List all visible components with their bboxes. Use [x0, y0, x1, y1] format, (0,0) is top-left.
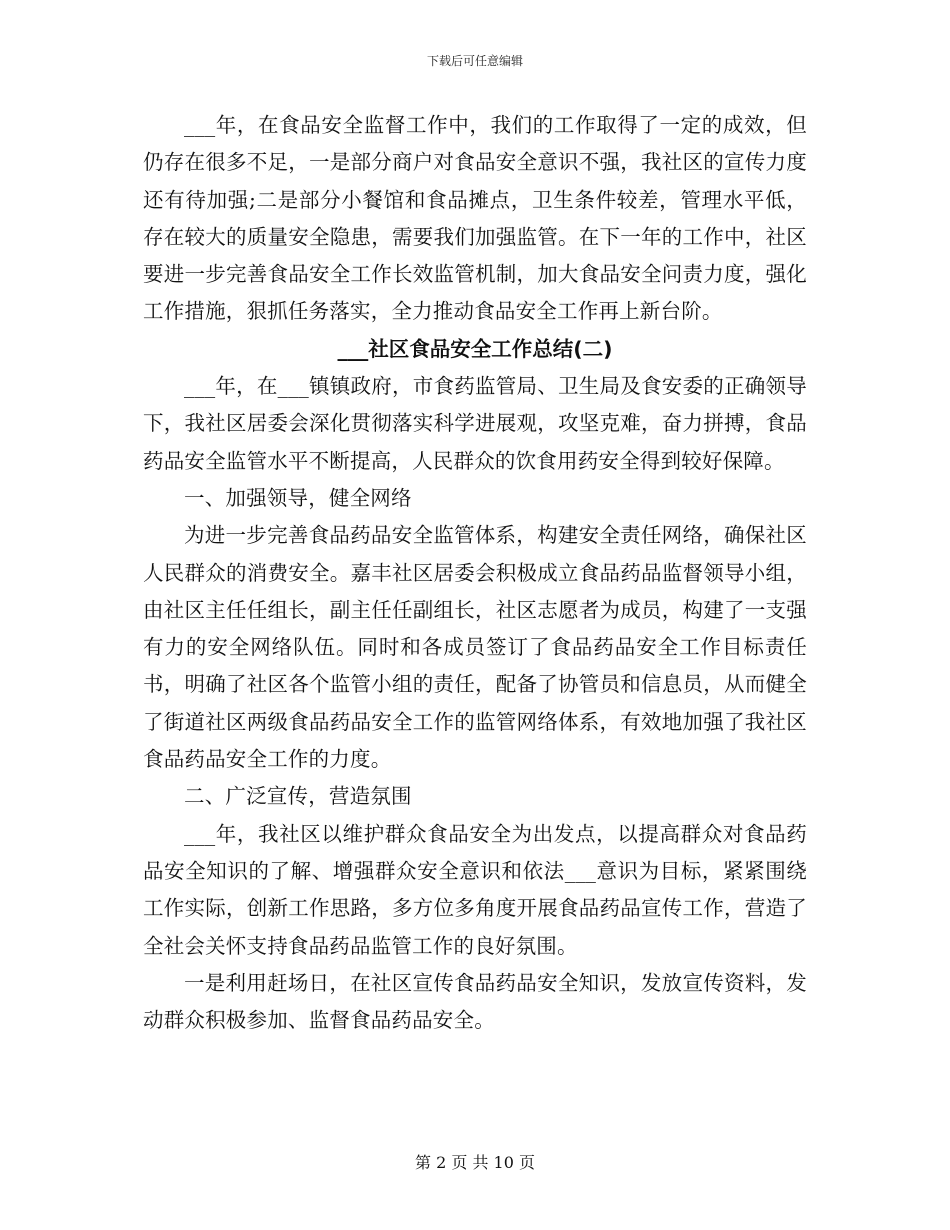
paragraph-intro: ___年，在___镇镇政府，市食药监管局、卫生局及食安委的正确领导下，我社区居委会深化贯彻落实科学进展观，攻坚克难，奋力拼搏，食品药品安全监管水平不断提高，人民群众的饮食用药安全得到较好保障。 [143, 374, 807, 473]
subheading-leadership: 一、加强领导，健全网络 [184, 485, 412, 510]
section-title: ___社区食品安全工作总结(二) [337, 336, 613, 361]
page-number: 第 2 页 共 10 页 [415, 1153, 535, 1172]
paragraph-market-day: 一是利用赶场日，在社区宣传食品药品安全知识，发放宣传资料，发动群众积极参加、监督食品药品安全。 [143, 970, 807, 1033]
header-note: 下载后可任意编辑 [426, 54, 523, 68]
paragraph-summary: ___年，在食品安全监督工作中，我们的工作取得了一定的成效，但仍存在很多不足，一是部分商户对食品安全意识不强，我社区的宣传力度还有待加强;二是部分小餐馆和食品摊点，卫生条件较差，管理水平低，存在较大的质量安全隐患，需要我们加强监管。在下一年的工作中，社区要进一步完善食品安全工作长效监管机制，加大食品安全问责力度，强化工作措施，狠抓任务落实，全力推动食品安全工作再上新台阶。 [143, 113, 807, 324]
paragraph-leadership: 为进一步完善食品药品安全监管体系，构建安全责任网络，确保社区人民群众的消费安全。嘉丰社区居委会积极成立食品药品监督领导小组，由社区主任任组长，副主任任副组长，社区志愿者为成员，构建了一支强有力的安全网络队伍。同时和各成员签订了食品药品安全工作目标责任书，明确了社区各个监管小组的责任，配备了协管员和信息员，从而健全了街道社区两级食品药品安全工作的监管网络体系，有效地加强了我社区食品药品安全工作的力度。 [143, 523, 807, 772]
document-body [143, 107, 807, 1039]
paragraph-publicity: ___年，我社区以维护群众食品安全为出发点，以提高群众对食品药品安全知识的了解、增强群众安全意识和依法___意识为目标，紧紧围绕工作实际，创新工作思路，多方位多角度开展食品药品宣传工作，营造了全社会关怀支持食品药品监管工作的良好氛围。 [143, 821, 807, 958]
subheading-publicity: 二、广泛宣传，营造氛围 [184, 784, 412, 809]
